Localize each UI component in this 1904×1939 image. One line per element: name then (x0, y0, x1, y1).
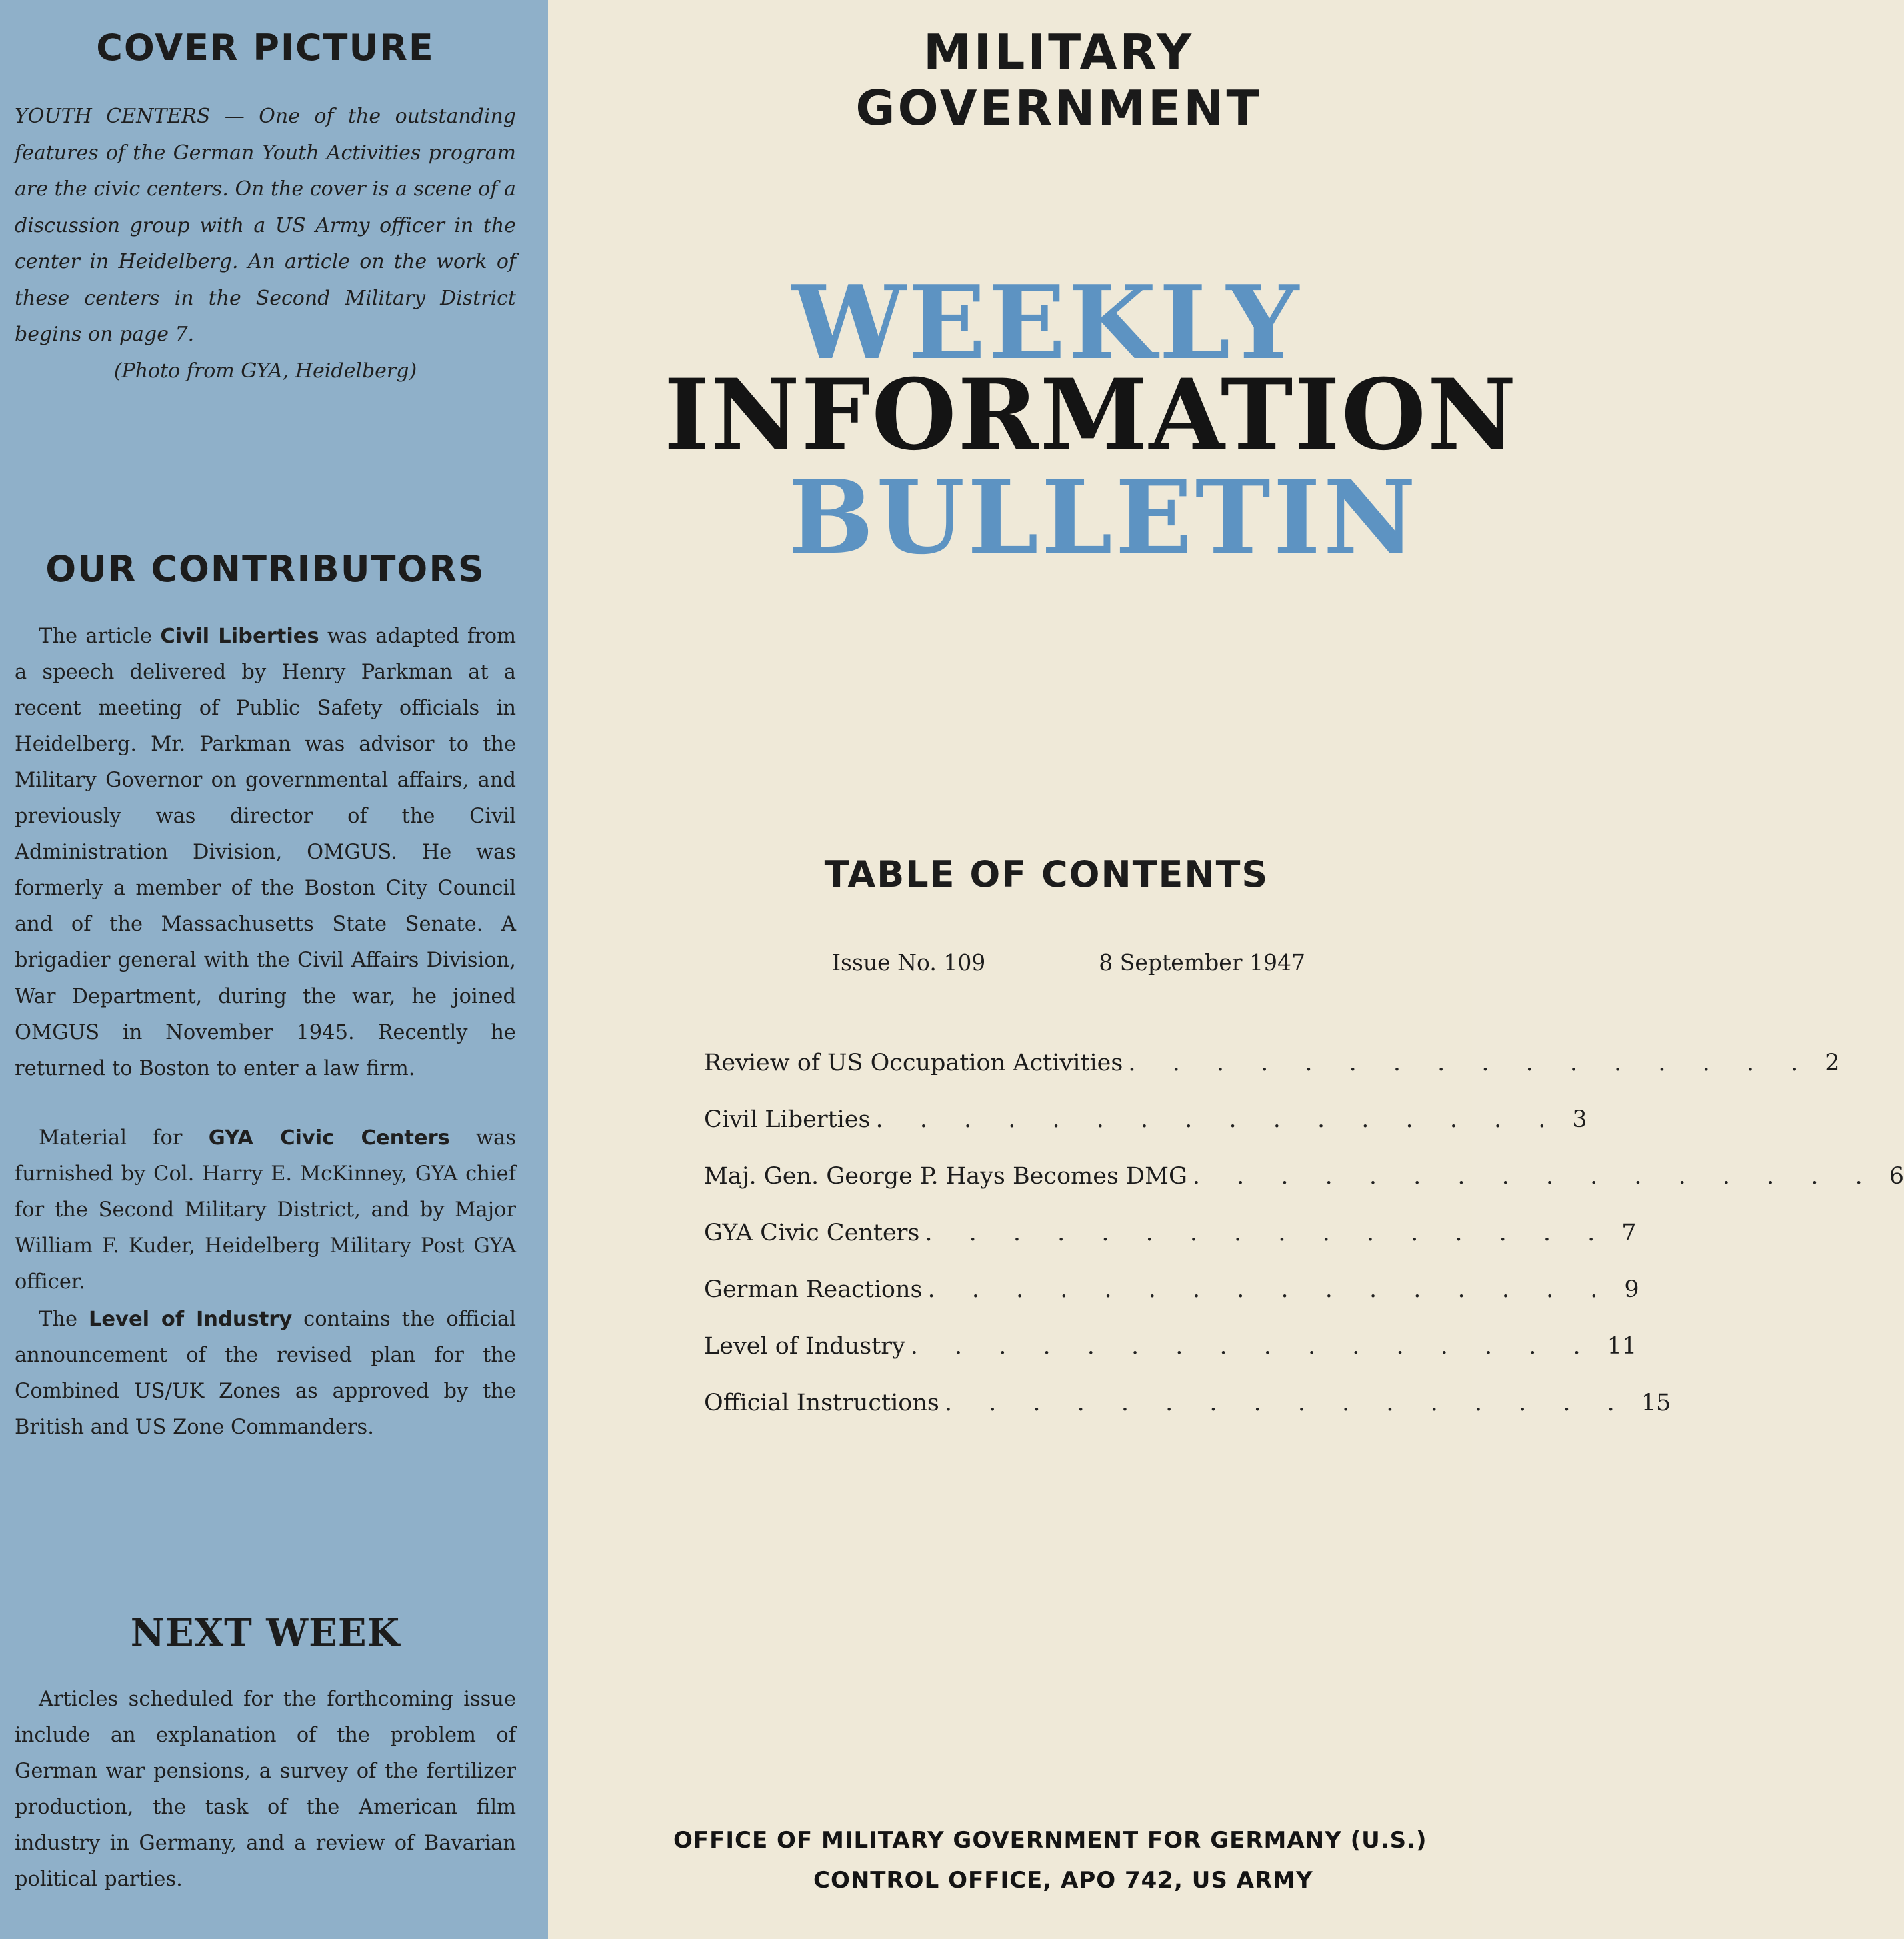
toc-item-page: 11 (1607, 1333, 1637, 1360)
toc-item[interactable] (704, 1163, 1904, 1220)
control-office-line: CONTROL OFFICE, APO 742, US ARMY (813, 1867, 1313, 1894)
toc-item-title: German Reactions (704, 1276, 923, 1303)
toc-item-page: 3 (1572, 1106, 1587, 1133)
publisher-line: OFFICE OF MILITARY GOVERNMENT FOR GERMANY (U.S.) (673, 1827, 1427, 1854)
contributors-heading: OUR CONTRIBUTORS (45, 548, 485, 590)
cover-photo-credit: (Photo from GYA, Heidelberg) (113, 359, 417, 383)
toc-leader-dots: . . . . . . . . . . . . . . . . (875, 1106, 1561, 1133)
contributors-paragraph-3 (15, 1302, 516, 1446)
toc-item[interactable] (704, 1390, 1671, 1446)
toc-item[interactable] (704, 1333, 1637, 1390)
issue-line (832, 949, 1305, 976)
toc-item-page: 15 (1641, 1390, 1671, 1416)
p1-body: was adapted from a speech delivered by Henry Parkman at a recent meeting of Public Safety officials in Heidelberg. Mr. Parkman was advisor to the Military Governor on governmental affairs, and previously was director of the Civil Administration Division, OMGUS. He was formerly a member of the Boston City Council and of the Massachusetts State Senate. A brigadier general with the Civil Affairs Division, War Department, during the war, he joined OMGUS in November 1945. Recently he returned to Boston to enter a law firm. (15, 625, 516, 1080)
toc-item[interactable] (704, 1220, 1637, 1276)
toc-leader-dots: . . . . . . . . . . . . . . . . (925, 1220, 1610, 1246)
toc-item-title: Official Instructions (704, 1390, 939, 1416)
contributors-paragraph-2 (15, 1120, 516, 1300)
toc-item-page: 7 (1621, 1220, 1637, 1246)
p3-body: contains the official announcement of the revised plan for the Combined US/UK Zones as approved by the British and US Zone Commanders. (15, 1308, 516, 1439)
toc-item-title: Civil Liberties (704, 1106, 871, 1133)
toc-item[interactable] (704, 1276, 1639, 1333)
masthead-information: INFORMATION (664, 358, 1518, 472)
next-week-text: Articles scheduled for the forthcoming issue include an explanation of the problem of German war pensions, a survey of the fertilizer production, the task of the American film industry in Germany, and a review of Bavarian political parties. (15, 1688, 516, 1891)
p1-lead: The article (39, 625, 161, 648)
article-title-gya-civic-centers: GYA Civic Centers (208, 1126, 450, 1150)
article-title-civil-liberties: Civil Liberties (160, 625, 319, 648)
toc-list (704, 1050, 1904, 1446)
toc-leader-dots: . . . . . . . . . . . . . . . . (1192, 1163, 1877, 1190)
toc-heading: TABLE OF CONTENTS (824, 853, 1269, 895)
toc-leader-dots: . . . . . . . . . . . . . . . . (944, 1390, 1629, 1416)
cover-caption-text: YOUTH CENTERS — One of the outstanding features of the German Youth Activities program are the civic centers. On the cover is a scene of a discussion group with a US Army officer in the center in Heidelberg. An article on the work of these centers in the Second Military District begins on page 7. (15, 105, 516, 346)
masthead-bulletin: BULLETIN (788, 457, 1419, 577)
military-government-title: MILITARY GOVERNMENT (855, 24, 1262, 136)
toc-item-page: 6 (1889, 1163, 1904, 1190)
issue-number: Issue No. 109 (832, 949, 986, 976)
toc-item-page: 9 (1624, 1276, 1639, 1303)
issue-date: 8 September 1947 (1099, 949, 1305, 976)
next-week-heading: NEXT WEEK (130, 1611, 401, 1655)
cover-picture-heading: COVER PICTURE (96, 27, 435, 69)
toc-item-title: GYA Civic Centers (704, 1220, 920, 1246)
toc-leader-dots: . . . . . . . . . . . . . . . . (927, 1276, 1613, 1303)
p2-body: was furnished by Col. Harry E. McKinney, GYA chief for the Second Military District, and by Major William F. Kuder, Heidelberg Military Post GYA officer. (15, 1126, 516, 1294)
contributors-paragraph-1 (15, 619, 516, 1087)
toc-item[interactable] (704, 1050, 1840, 1106)
toc-leader-dots: . . . . . . . . . . . . . . . . (1128, 1050, 1813, 1076)
toc-item[interactable] (704, 1106, 1587, 1163)
toc-item-page: 2 (1825, 1050, 1840, 1076)
toc-item-title: Review of US Occupation Activities (704, 1050, 1123, 1076)
toc-item-title: Maj. Gen. George P. Hays Becomes DMG (704, 1163, 1187, 1190)
p3-lead: The (39, 1308, 89, 1331)
masthead-weekly: WEEKLY (792, 263, 1302, 382)
article-title-level-of-industry: Level of Industry (88, 1308, 293, 1331)
toc-item-title: Level of Industry (704, 1333, 905, 1360)
p2-lead: Material for (39, 1126, 209, 1150)
cover-picture-caption (15, 99, 516, 389)
toc-leader-dots: . . . . . . . . . . . . . . . . (910, 1333, 1595, 1360)
